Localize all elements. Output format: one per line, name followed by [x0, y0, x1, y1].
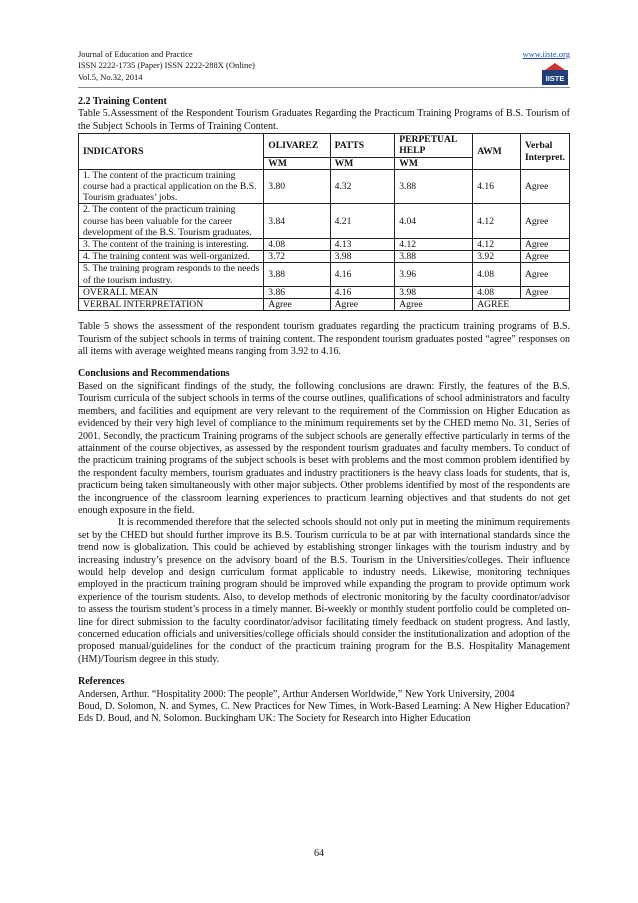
- journal-title: Journal of Education and Practice: [78, 49, 193, 59]
- verbal-cell: Agree: [520, 251, 569, 263]
- patts-cell: 4.32: [330, 169, 395, 204]
- awm-cell: 4.16: [473, 169, 521, 204]
- verbal-row-label: VERBAL INTERPRETATION: [79, 299, 264, 311]
- indicator-cell: 1. The content of the practicum training course had a practical application on the B.S. Tourism graduates’ jobs.: [79, 169, 264, 204]
- awm-cell: 4.08: [473, 263, 521, 286]
- table-row: [79, 204, 570, 239]
- awm-header: AWM: [473, 134, 521, 170]
- journal-url-link[interactable]: www.iiste.org: [522, 49, 570, 59]
- reference-item: Boud, D. Solomon, N. and Symes, C. New Practices for New Times, in Work-Based Learning: A New Higher Education? Eds D. Boud, and N. Solomon. Buckingham UK: The Society for Research into Higher Education: [78, 701, 570, 725]
- olivarez-cell: 3.86: [264, 286, 330, 298]
- header-rule: [78, 87, 570, 88]
- references-heading: References: [78, 676, 125, 688]
- olivarez-wm: WM: [264, 157, 330, 169]
- awm-cell: 4.12: [473, 239, 521, 251]
- indicator-cell: 5. The training program responds to the needs of the tourism industry.: [79, 263, 264, 286]
- verbal-cell: Agree: [520, 204, 569, 239]
- logo-text: IISTE: [545, 74, 565, 83]
- awm-cell: 3.92: [473, 251, 521, 263]
- perpetual-cell: 3.88: [395, 169, 473, 204]
- conclusions-heading: Conclusions and Recommendations: [78, 368, 230, 380]
- volume-line: Vol.5, No.32, 2014: [78, 72, 143, 82]
- olivarez-cell: 3.80: [264, 169, 330, 204]
- perpetual-cell: 4.12: [395, 239, 473, 251]
- patts-cell: Agree: [330, 299, 395, 311]
- awm-cell: 4.12: [473, 204, 521, 239]
- table-summary: Table 5 shows the assessment of the respondent tourism graduates regarding the practicum training programs of B.S. Tourism of the subject schools in terms of training content. The respondent tourism graduates posted “agree” responses on all items with average weighted means ranging from 3.92 to 4.16.: [78, 321, 570, 358]
- iiste-logo-icon: [542, 61, 568, 85]
- olivarez-cell: 3.88: [264, 263, 330, 286]
- verbal-cell: Agree: [520, 169, 569, 204]
- issn-line: ISSN 2222-1735 (Paper) ISSN 2222-288X (Online): [78, 60, 255, 70]
- conclusions-paragraph: Based on the significant findings of the study, the following conclusions are drawn: Firstly, the features of the B.S. Tourism curricula of the subject schools in terms of the course outlines, qualifications of school administrators and faculty members, and facilities and equipment are very relevant to the requirement of the Commission on Higher Education as evidenced by their very high level of compliance to the minimum requirements set by the CHED memo No. 31, Series of 2001. Secondly, the practicum Training programs of the subject schools are generally effective particularly in terms of the attainment of the course objectives, as assessed by the respondent tourism graduates and faculty members. To conduct of the practicum training programs of the subject schools is beset with problems and the most common problem identified by the respondent faculty members, tourism graduates and industry practitioners is the heavy class loads for students, that is, practicum being taken simultaneously with other major subjects. Other problems identified by most of the respondents are the incongruence of the classroom learning experiences to practicum learning objectives and that students do not get enough exposure in the field.: [78, 380, 570, 516]
- patts-header: PATTS: [330, 134, 395, 157]
- section-heading: 2.2 Training Content: [78, 96, 167, 107]
- spacer: [78, 358, 570, 368]
- patts-cell: 4.21: [330, 204, 395, 239]
- perpetual-header: PERPETUAL HELP: [395, 134, 473, 157]
- patts-cell: 4.13: [330, 239, 395, 251]
- perpetual-wm: WM: [395, 157, 473, 169]
- awm-cell: AGREE: [473, 299, 570, 311]
- page-number: 64: [314, 848, 324, 859]
- page-content: [78, 96, 570, 726]
- table-row: [79, 263, 570, 286]
- perpetual-cell: 3.98: [395, 286, 473, 298]
- olivarez-header: OLIVAREZ: [264, 134, 330, 157]
- verbal-cell: Agree: [520, 239, 569, 251]
- patts-wm: WM: [330, 157, 395, 169]
- overall-mean-row: [79, 286, 570, 298]
- olivarez-cell: 4.08: [264, 239, 330, 251]
- awm-cell: 4.08: [473, 286, 521, 298]
- table-row: [79, 169, 570, 204]
- patts-cell: 4.16: [330, 286, 395, 298]
- indicators-header: INDICATORS: [79, 134, 264, 170]
- patts-cell: 3.98: [330, 251, 395, 263]
- indicator-cell: 4. The training content was well-organized.: [79, 251, 264, 263]
- patts-cell: 4.16: [330, 263, 395, 286]
- spacer: [78, 311, 570, 321]
- verbal-interpretation-row: [79, 299, 570, 311]
- recommendations-paragraph: It is recommended therefore that the selected schools should not only put in meeting the minimum requirements set by the CHED but should further improve its B.S. Tourism curricula to be at par with international standards since the trend now is globalization. This could be achieved by establishing stronger linkages with the tourism industry and by increasing industry’s presence on the advisory board of the B.S. Tourism in the Universities/colleges. Their influence would help develop and design curriculum format applicable to industry needs. Likewise, monitoring techniques employed in the practicum training program should be improved while expanding the program to provide optimum work experience of the tourism students. Also, to develop methods of electronic monitoring by the faculty coordinator/advisor to assess the tourism student’s process in a timely manner. Bi-weekly or monthly student portfolio could be completed on-line for direct submission to the faculty coordinator/advisor facilitating timely feedback on student progress. And lastly, concerned education officials and universities/college officials should consider the institutionalization and adoption of the proposed manual/guidelines for the conduct of the practicum training program for the B.S. Hospitality Management (HM)/Tourism degree in this study.: [78, 517, 570, 665]
- table-row: [79, 251, 570, 263]
- olivarez-cell: 3.72: [264, 251, 330, 263]
- table-caption: Table 5.Assessment of the Respondent Tourism Graduates Regarding the Practicum Training Programs of B.S. Tourism of the Subject Schools in Terms of Training Content.: [78, 108, 570, 132]
- spacer: [78, 666, 570, 676]
- perpetual-cell: 3.88: [395, 251, 473, 263]
- perpetual-cell: 4.04: [395, 204, 473, 239]
- olivarez-cell: Agree: [264, 299, 330, 311]
- perpetual-cell: Agree: [395, 299, 473, 311]
- table-row: [79, 239, 570, 251]
- verbal-cell: Agree: [520, 263, 569, 286]
- olivarez-cell: 3.84: [264, 204, 330, 239]
- perpetual-cell: 3.96: [395, 263, 473, 286]
- indicator-cell: 3. The content of the training is interesting.: [79, 239, 264, 251]
- indicator-cell: 2. The content of the practicum training course has been valuable for the career development of the B.S. Tourism graduates.: [79, 204, 264, 239]
- reference-item: Andersen, Arthur. “Hospitality 2000: The people”, Arthur Andersen Worldwide,” New York University, 2004: [78, 688, 515, 700]
- overall-label: OVERALL MEAN: [79, 286, 264, 298]
- verbal-header: Verbal Interpret.: [520, 134, 569, 170]
- verbal-cell: Agree: [520, 286, 569, 298]
- assessment-table: [78, 133, 570, 311]
